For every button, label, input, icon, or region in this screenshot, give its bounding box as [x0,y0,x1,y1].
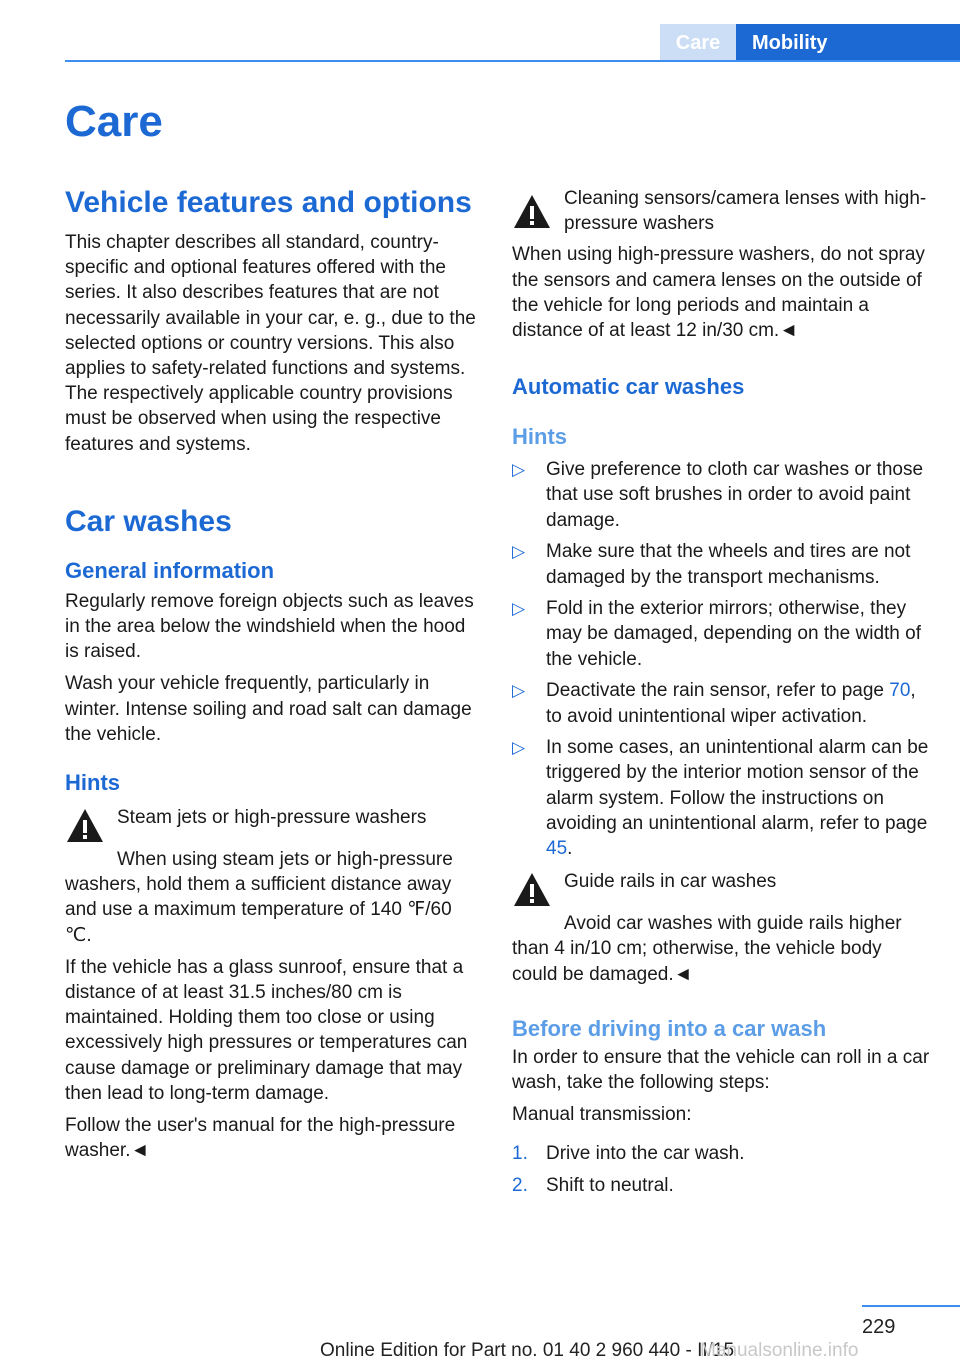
list-item: ▷ Deactivate the rain sensor, refer to page 70, to avoid unintentional wiper activation. [512,680,916,727]
heading-hints-right: Hints [512,424,567,450]
general-paragraph-2: Wash your vehicle frequently, particularly in winter. Intense soiling and road salt can damage the vehicle. [65,673,472,745]
warning-title: Guide rails in car washes [564,871,777,893]
page-link-70[interactable]: 70 [889,680,911,702]
right-column [512,186,932,1205]
heading-general-information: General information [65,557,275,583]
triangle-bullet-icon: ▷ [512,460,526,480]
list-item: ▷ Give preference to cloth car washes or those that use soft brushes in order to avoid paint damage. [512,459,924,531]
heading-car-washes: Car washes [65,504,232,538]
list-item: 2. Shift to neutral. [512,1175,674,1197]
triangle-bullet-icon: ▷ [512,738,526,758]
general-paragraph-1: Regularly remove foreign objects such as leaves in the area below the windshield when the hood is raised. [65,590,474,663]
warning-steam-jets [65,805,480,845]
warning-paragraph-2: If the vehicle has a glass sunroof, ensure that a distance of at least 31.5 inches/80 cm is maintained. Holding them too close or using excessively high pressures or temperatures can cause damage or preliminary damage that may then lead to long-term damage. [65,956,468,1104]
steps-list [512,1141,932,1198]
features-paragraph: This chapter describes all standard, country-specific and optional features offered with the series. It also describes features that are not necessarily available in your car, e. g., due to the selected options or country versions. This also applies to safety-related functions and systems. The respectively applicable country provisions must be observed when using the respective features and systems. [65,232,476,455]
heading-before-driving: Before driving into a car wash [512,1015,827,1041]
tab-mobility[interactable]: Mobility [736,24,960,60]
list-item: ▷ Fold in the exterior mirrors; otherwise, they may be damaged, depending on the width of the vehicle. [512,598,921,670]
warning-paragraph-3: Follow the user's manual for the high-pressure washer.◄ [65,1115,456,1162]
hints-list [512,457,932,861]
warning-icon [65,806,105,846]
triangle-bullet-icon: ▷ [512,681,526,701]
page-link-45[interactable]: 45 [546,838,568,860]
warning-guide-rails [512,869,932,909]
warning-icon [512,870,552,910]
warning-paragraph-1: When using steam jets or high-pressure washers, hold them a sufficient distance away and use a maximum temperature of 140 ℉/60 ℃. [65,849,453,946]
watermark: Manualsonline.info [700,1340,859,1361]
page-number: 229 [862,1316,896,1338]
chapter-title: Care [65,97,163,146]
footer-rule [862,1305,960,1307]
header-rule [65,60,960,62]
before-paragraph: In order to ensure that the vehicle can roll in a car wash, take the following steps: [512,1046,930,1094]
triangle-bullet-icon: ▷ [512,542,526,562]
tab-care[interactable]: Care [660,24,736,60]
warning-sensors-text: When using high-pressure washers, do not spray the sensors and camera lenses on the outside of the vehicle for long periods and maintain a distance of at least 12 in/30 cm.◄ [512,244,925,342]
footer-edition: Online Edition for Part no. 01 40 2 960 440 - II/15 [320,1340,735,1361]
warning-sensors [512,186,932,236]
warning-guide-rails-text: Avoid car washes with guide rails higher than 4 in/10 cm; otherwise, the vehicle body could be damaged.◄ [512,913,902,985]
triangle-bullet-icon: ▷ [512,599,526,619]
left-column [65,186,480,1163]
warning-title: Cleaning sensors/camera lenses with high-pressure washers [564,188,927,235]
list-item: ▷ In some cases, an unintentional alarm can be triggered by the interior motion sensor of the alarm system. Follow the instructions on avoiding an unintentional alarm, refer to page 45. [512,737,929,860]
warning-title: Steam jets or high-pressure washers [117,807,427,829]
list-item: ▷ Make sure that the wheels and tires are not damaged by the transport mechanisms. [512,541,911,588]
heading-automatic-car-washes: Automatic car washes [512,374,745,400]
heading-hints-left: Hints [65,770,120,796]
heading-vehicle-features: Vehicle features and options [65,186,472,219]
list-item: 1. Drive into the car wash. [512,1143,745,1165]
manual-transmission-label: Manual transmission: [512,1104,692,1126]
warning-icon [512,192,552,232]
